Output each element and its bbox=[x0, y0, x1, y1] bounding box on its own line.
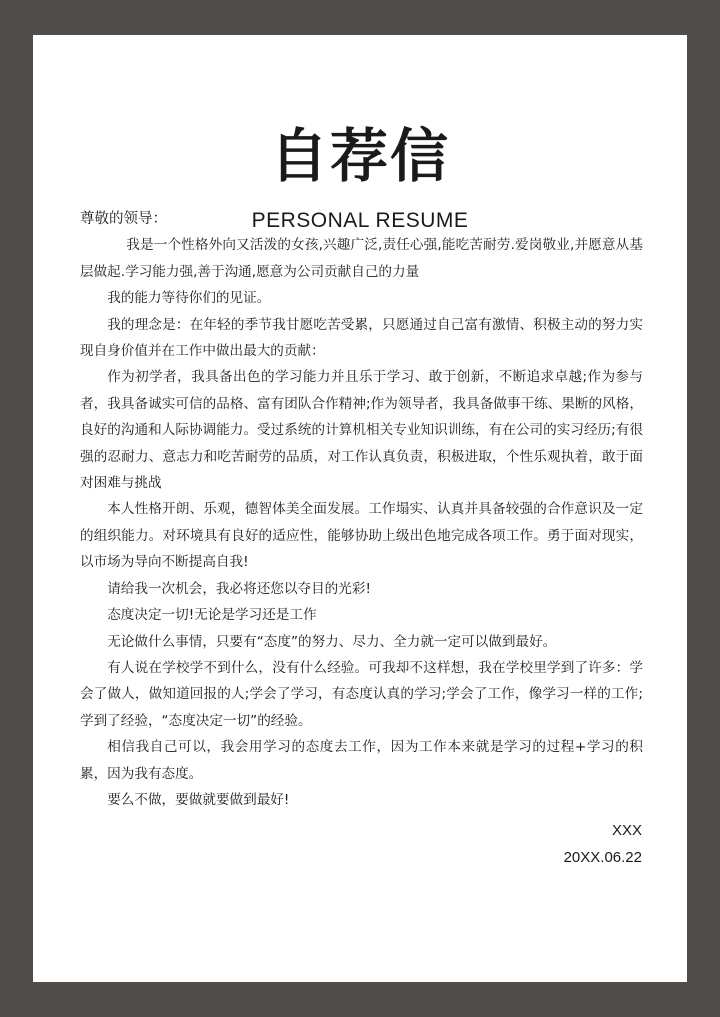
page-subtitle: PERSONAL RESUME bbox=[251, 209, 469, 232]
paragraph: 有人说在学校学不到什么，没有什么经验。可我却不这样想，我在学校里学到了许多：学会了做人，做知道回报的人;学会了学习，有态度认真的学习;学会了工作，像学习一样的工作;学到了经验，“态度决定一切”的经验。 bbox=[80, 659, 643, 729]
greeting: 尊敬的领导： bbox=[80, 211, 167, 227]
signature-block bbox=[564, 817, 642, 871]
paragraph: 请给我一次机会，我必将还您以夺目的光彩! bbox=[107, 580, 371, 597]
paragraph: 无论做什么事情，只要有“态度”的努力、尽力、全力就一定可以做到最好。 bbox=[107, 633, 557, 650]
paragraph: 态度决定一切!无论是学习还是工作 bbox=[107, 607, 317, 624]
paragraph: 本人性格开朗、乐观，德智体美全面发展。工作塌实、认真并具备较强的合作意识及一定的组织能力。对环境具有良好的适应性，能够协助上级出色地完成各项工作。勇于面对现实，以市场为导向不断提高自我! bbox=[80, 501, 643, 571]
letter-body bbox=[80, 206, 643, 813]
paragraph: 相信我自己可以，我会用学习的态度去工作，因为工作本来就是学习的过程+学习的积累，因为我有态度。 bbox=[80, 739, 643, 782]
paragraph-intro: 我是一个性格外向又活泼的女孩,兴趣广泛,责任心强,能吃苦耐劳.爱岗敬业,并愿意从基层做起.学习能力强,善于沟通,愿意为公司贡献自己的力量 bbox=[80, 237, 643, 280]
paragraph: 我的理念是：在年轻的季节我甘愿吃苦受累，只愿通过自己富有激情、积极主动的努力实现自身价值并在工作中做出最大的贡献： bbox=[80, 316, 643, 360]
paragraph: 作为初学者，我具备出色的学习能力并且乐于学习、敢于创新，不断追求卓越;作为参与者，我具备诚实可信的品格、富有团队合作精神;作为领导者，我具备做事干练、果断的风格，良好的沟通和人际协调能力。受过系统的计算机相关专业知识训练，有在公司的实习经历;有很强的忍耐力、意志力和吃苦耐劳的品质，对工作认真负责，积极进取，个性乐观执着，敢于面对困难与挑战 bbox=[80, 369, 643, 492]
signature-date: 20XX.06.22 bbox=[563, 849, 642, 866]
paragraph: 我的能力等待你们的见证。 bbox=[107, 290, 271, 307]
paragraph-closing: 要么不做，要做就要做到最好! bbox=[107, 791, 290, 808]
page-title: 自荐信 bbox=[269, 122, 450, 190]
signature-name: XXX bbox=[611, 822, 642, 839]
